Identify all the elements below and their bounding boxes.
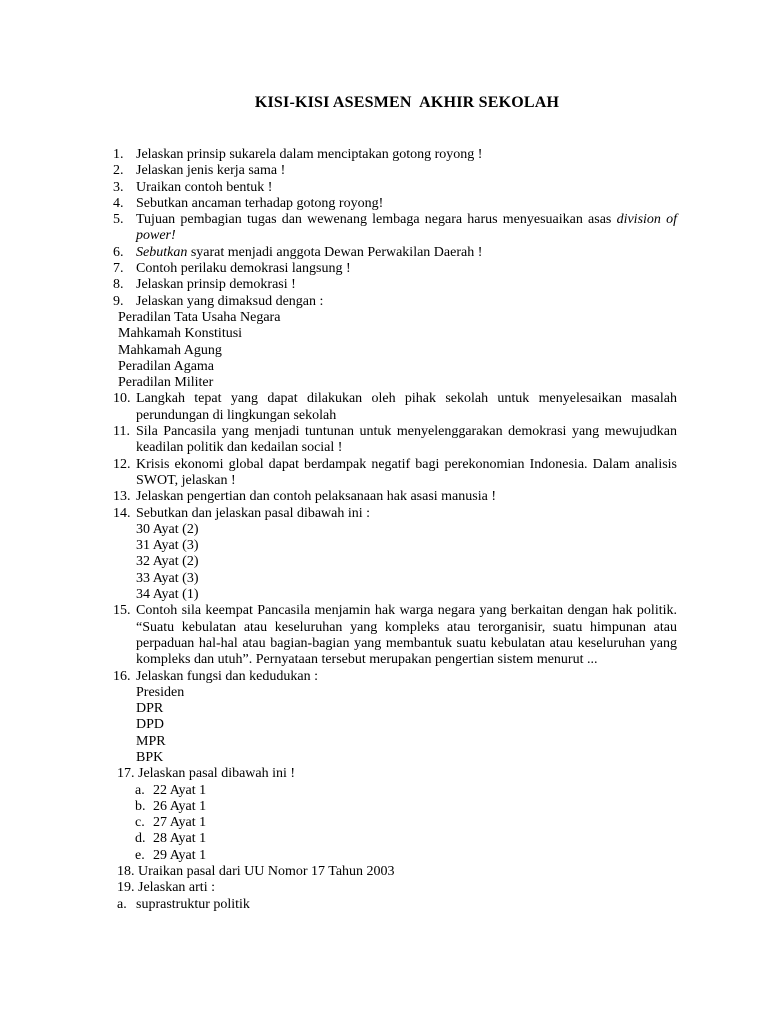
item-text-part: Tujuan pembagian tugas dan wewenang lembaga negara harus menyesuaikan asas — [136, 212, 617, 228]
item-text-line: Contoh sila keempat Pancasila menjamin hak warga negara yang berkaitan dengan hak politik. — [136, 603, 677, 619]
item-text: Uraikan pasal dari UU Nomor 17 Tahun 2003 — [138, 864, 395, 880]
sub-item-letter: d. — [135, 831, 146, 847]
lettered-sub-item — [0, 831, 768, 847]
sub-item-text: 28 Ayat 1 — [153, 831, 207, 847]
question-item-4 — [0, 196, 768, 212]
item-text-line: Krisis ekonomi global dapat berdampak negatif bagi perekonomian Indonesia. Dalam analisis — [136, 456, 677, 472]
question-item-3 — [0, 180, 768, 196]
sub-item-letter: b. — [135, 798, 146, 814]
item-text: Jelaskan arti : — [138, 880, 215, 896]
item-number: 1. — [113, 147, 124, 162]
item-text: Jelaskan pengertian dan contoh pelaksanaan hak asasi manusia ! — [136, 489, 496, 505]
question-list — [0, 147, 768, 913]
sub-item — [0, 554, 768, 570]
sub-item-text: Presiden — [136, 684, 185, 700]
item-text-line: perundungan di lingkungan sekolah — [136, 407, 337, 423]
sub-item-text: 26 Ayat 1 — [153, 798, 207, 814]
item-text: Sebutkan ancaman terhadap gotong royong! — [136, 195, 384, 211]
sub-item — [0, 326, 768, 342]
sub-item — [0, 343, 768, 359]
item-number: 15. — [113, 603, 131, 619]
sub-item-text: 22 Ayat 1 — [153, 782, 207, 798]
sub-item-text: DPD — [136, 717, 165, 733]
sub-item-text: 27 Ayat 1 — [153, 815, 207, 831]
item-number: 8. — [113, 277, 124, 293]
item-number: 14. — [113, 505, 131, 521]
sub-item-text: 33 Ayat (3) — [136, 570, 199, 586]
question-item-14 — [0, 506, 768, 522]
item-text-italic: Sebutkan — [136, 244, 188, 260]
sub-item-letter: a. — [135, 782, 145, 798]
question-item-10 — [0, 391, 768, 424]
item-text: 17. Jelaskan pasal dibawah ini ! — [117, 766, 296, 782]
item-text-line: perpaduan hal-hal atau bagian-bagian yang membantuk suatu kebulatan atau keseluruhan yang — [136, 635, 677, 651]
question-item-1 — [0, 147, 768, 163]
item-text-line: kompleks dan utuh”. Pernyataan tersebut merupakan pengertian sistem menurut ... — [136, 652, 598, 668]
document-title: KISI-KISI ASESMEN AKHIR SEKOLAH — [254, 94, 560, 111]
question-item-17 — [0, 766, 768, 782]
item-text-italic: division of — [616, 212, 677, 228]
item-text-line: SWOT, jelaskan ! — [136, 472, 236, 488]
sub-item-letter: a. — [117, 896, 127, 912]
sub-item-text: 31 Ayat (3) — [136, 538, 199, 554]
question-item-11 — [0, 424, 768, 457]
item-text: Contoh perilaku demokrasi langsung ! — [136, 261, 351, 277]
sub-item-letter: e. — [135, 847, 145, 863]
question-item-13 — [0, 489, 768, 505]
sub-item — [0, 310, 768, 326]
item-text-line: “Suatu kebulatan atau keseluruhan yang kompleks atau terorganisir, suatu himpunan atau — [136, 619, 677, 635]
sub-item — [0, 750, 768, 766]
item-text-line: keadilan politik dan kedailan social ! — [136, 440, 343, 456]
item-number: 9. — [113, 293, 124, 309]
sub-item-text: suprastruktur politik — [136, 896, 250, 912]
sub-item — [0, 701, 768, 717]
sub-item-text: Mahkamah Agung — [118, 342, 222, 358]
item-text: Jelaskan yang dimaksud dengan : — [136, 293, 324, 309]
lettered-sub-item — [0, 848, 768, 864]
question-item-18 — [0, 864, 768, 880]
item-text-line: Sila Pancasila yang menjadi tuntunan untuk menyelenggarakan demokrasi yang mewujudkan — [136, 424, 677, 440]
item-number: 16. — [113, 668, 131, 684]
item-text: Uraikan contoh bentuk ! — [136, 179, 273, 195]
item-text-line: power! — [136, 228, 176, 244]
sub-item-text: 34 Ayat (1) — [136, 587, 199, 603]
sub-item — [0, 571, 768, 587]
item-number: 3. — [113, 179, 124, 195]
item-number: 19. — [117, 880, 135, 896]
question-item-2 — [0, 163, 768, 179]
item-number: 2. — [113, 163, 124, 179]
item-number: 4. — [113, 195, 124, 211]
item-number: 5. — [113, 212, 124, 228]
lettered-sub-item — [0, 783, 768, 799]
sub-item — [0, 734, 768, 750]
item-text-line — [136, 212, 677, 228]
item-text: Sebutkan dan jelaskan pasal dibawah ini : — [136, 505, 371, 521]
sub-item — [0, 375, 768, 391]
item-number: 7. — [113, 261, 124, 277]
sub-item — [0, 522, 768, 538]
question-item-7 — [0, 261, 768, 277]
sub-item — [0, 717, 768, 733]
item-number: 13. — [113, 489, 131, 505]
item-text-part: syarat menjadi anggota Dewan Perwakilan Daerah ! — [187, 244, 483, 260]
sub-item-letter: c. — [135, 815, 145, 831]
sub-item — [0, 538, 768, 554]
sub-item-text: 32 Ayat (2) — [136, 554, 199, 570]
item-text — [136, 245, 482, 261]
question-item-19 — [0, 880, 768, 896]
sub-item-text: Peradilan Agama — [118, 358, 215, 374]
question-item-6 — [0, 245, 768, 261]
question-item-15 — [0, 603, 768, 668]
lettered-sub-item — [0, 897, 768, 913]
question-item-8 — [0, 277, 768, 293]
question-item-9 — [0, 294, 768, 310]
lettered-sub-item — [0, 799, 768, 815]
sub-item-text: Mahkamah Konstitusi — [118, 326, 243, 342]
item-number: 10. — [113, 391, 131, 407]
sub-item — [0, 685, 768, 701]
item-text-line: Langkah tepat yang dapat dilakukan oleh pihak sekolah untuk menyelesaikan masalah — [136, 391, 677, 407]
question-item-12 — [0, 457, 768, 490]
item-text: Jelaskan jenis kerja sama ! — [136, 163, 286, 179]
item-text: Jelaskan fungsi dan kedudukan : — [136, 668, 318, 684]
item-number: 18. — [117, 864, 135, 880]
item-text: Jelaskan prinsip sukarela dalam menciptakan gotong royong ! — [136, 147, 483, 162]
sub-item-text: DPR — [136, 701, 164, 717]
sub-item-text: 30 Ayat (2) — [136, 521, 199, 537]
sub-item-text: Peradilan Militer — [118, 375, 214, 391]
item-text: Jelaskan prinsip demokrasi ! — [136, 277, 296, 293]
item-number: 11. — [113, 424, 130, 440]
sub-item-text: 29 Ayat 1 — [153, 847, 207, 863]
sub-item-text: Peradilan Tata Usaha Negara — [118, 309, 281, 325]
question-item-16 — [0, 669, 768, 685]
question-item-5 — [0, 212, 768, 245]
item-number: 6. — [113, 244, 124, 260]
sub-item — [0, 359, 768, 375]
item-number: 12. — [113, 456, 131, 472]
sub-item-text: BPK — [136, 749, 164, 765]
lettered-sub-item — [0, 815, 768, 831]
sub-item — [0, 587, 768, 603]
sub-item-text: MPR — [136, 733, 166, 749]
